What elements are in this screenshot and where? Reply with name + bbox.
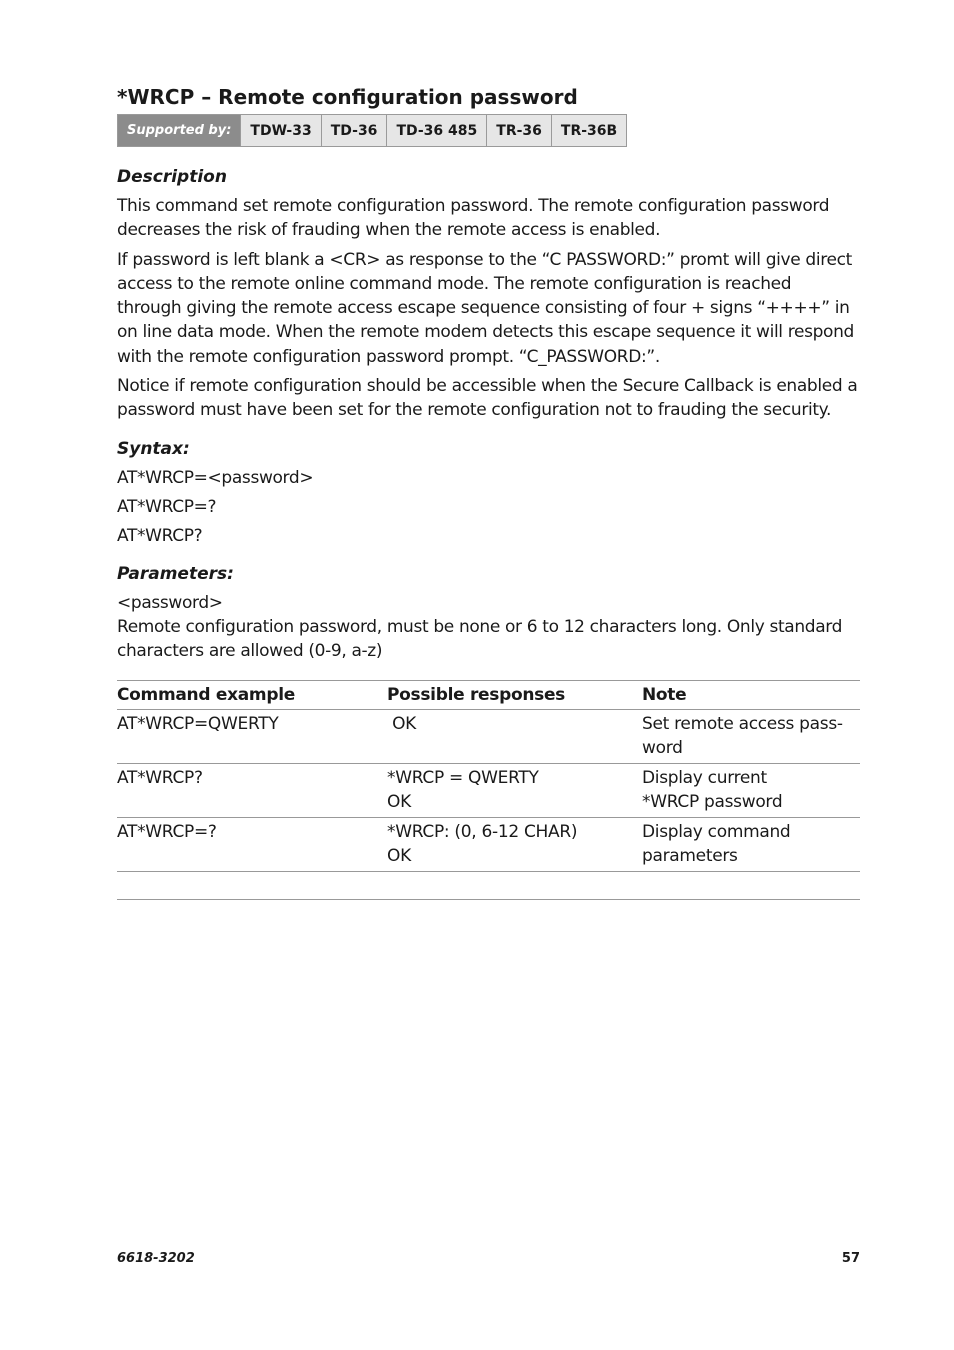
note-cell: Display current *WRCP password bbox=[642, 764, 860, 818]
parameter-name: <password> bbox=[117, 592, 223, 613]
note-cell: Display command parameters bbox=[642, 818, 860, 872]
parameters-heading: Parameters: bbox=[117, 563, 234, 584]
parameter-description: Remote configuration password, must be none or 6 to 12 characters long. Only standard characters are allowed (0-9, a-z) bbox=[117, 616, 843, 662]
page-footer bbox=[117, 1251, 860, 1266]
description-paragraph: If password is left blank a <CR> as response to the “C PASSWORD:” promt will give direct access to the remote online command mode. The remote configuration is reached through giving the remote access escape sequence consisting of four + signs “++++” in on line data mode. When the remote modem detects this escape sequence it will respond with the remote configuration password prompt. “C_PASSWORD:”. bbox=[117, 249, 854, 367]
table-row bbox=[117, 710, 860, 764]
command-cell: AT*WRCP? bbox=[117, 764, 387, 818]
syntax-line: AT*WRCP=<password> bbox=[117, 467, 314, 488]
response-cell: *WRCP = QWERTY OK bbox=[387, 764, 642, 818]
command-table bbox=[117, 680, 860, 900]
description-paragraph: Notice if remote configuration should be accessible when the Secure Callback is enabled a password must have been set for the remote configuration not to frauding the security. bbox=[117, 376, 858, 421]
page-title: *WRCP – Remote configuration password bbox=[117, 85, 578, 109]
syntax-line: AT*WRCP? bbox=[117, 526, 203, 547]
note-cell: Set remote access pass- word bbox=[642, 710, 860, 764]
description-heading: Description bbox=[117, 167, 227, 187]
table-empty-row bbox=[117, 872, 860, 900]
supported-by-table bbox=[117, 114, 627, 147]
column-header: Note bbox=[642, 681, 860, 710]
table-header-row bbox=[117, 681, 860, 710]
supported-model: TD-36 bbox=[321, 115, 387, 146]
supported-model: TR-36 bbox=[486, 115, 551, 146]
syntax-line: AT*WRCP=? bbox=[117, 496, 217, 517]
response-cell: OK bbox=[387, 710, 642, 764]
response-cell: *WRCP: (0, 6-12 CHAR) OK bbox=[387, 818, 642, 872]
command-cell: AT*WRCP=QWERTY bbox=[117, 710, 387, 764]
supported-model: TD-36 485 bbox=[386, 115, 486, 146]
document-number: 6618-3202 bbox=[117, 1251, 195, 1266]
command-cell: AT*WRCP=? bbox=[117, 818, 387, 872]
supported-model: TDW-33 bbox=[240, 115, 320, 146]
table-row bbox=[117, 818, 860, 872]
table-row bbox=[117, 764, 860, 818]
page-content bbox=[117, 84, 860, 900]
column-header: Command example bbox=[117, 681, 387, 710]
page-number: 57 bbox=[841, 1251, 860, 1266]
syntax-heading: Syntax: bbox=[117, 438, 190, 459]
description-paragraph: This command set remote configuration password. The remote configuration password decreases the risk of frauding when the remote access is enabled. bbox=[117, 196, 830, 241]
column-header: Possible responses bbox=[387, 681, 642, 710]
supported-by-label: Supported by: bbox=[118, 115, 240, 146]
supported-model: TR-36B bbox=[551, 115, 626, 146]
